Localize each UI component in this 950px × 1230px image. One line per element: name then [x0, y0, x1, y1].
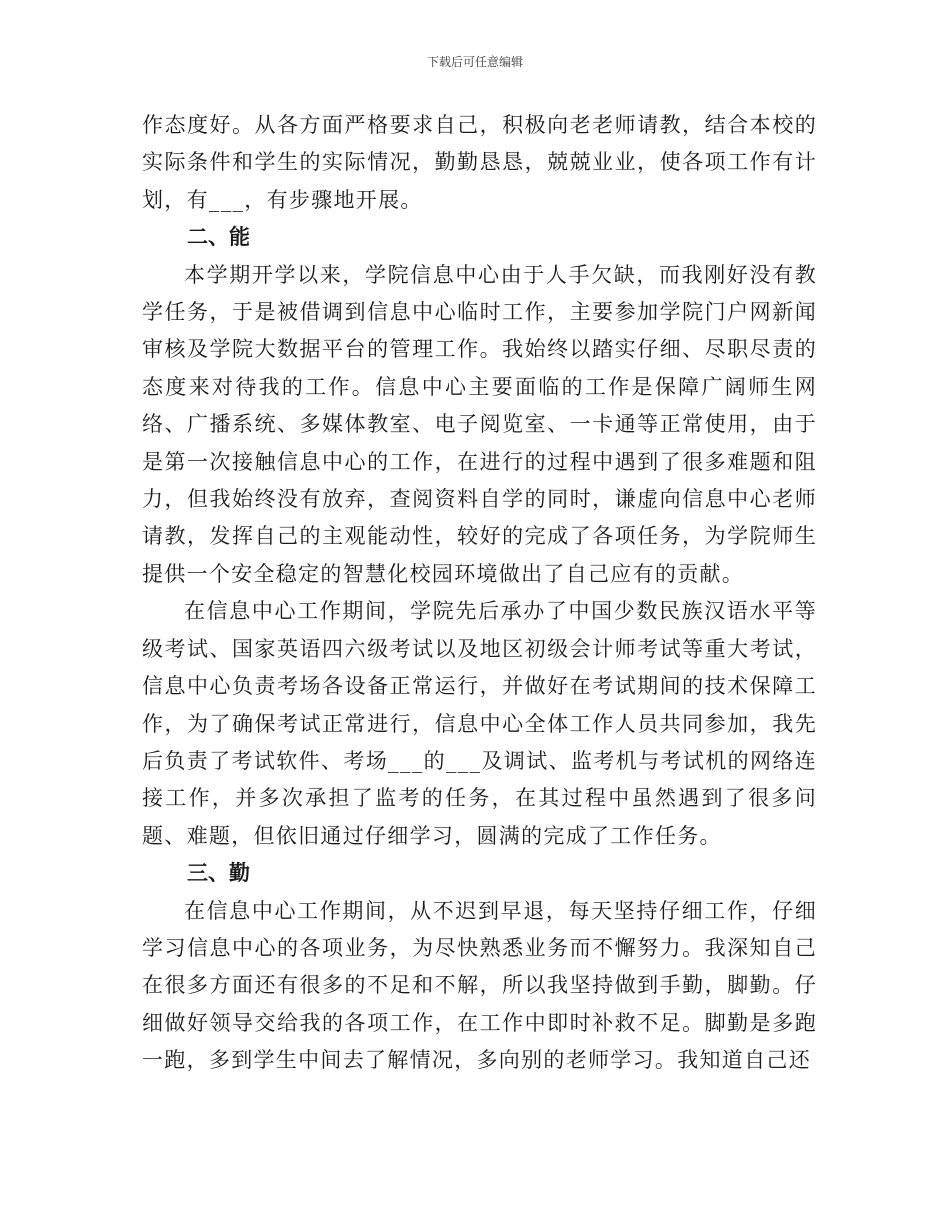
section-heading-2: 二、能 — [187, 225, 250, 250]
paragraph-1: 作态度好。从各方面严格要求自己，积极向老老师请教，结合本校的实际条件和学生的实际情况，勤勤恳恳，兢兢业业，使各项工作有计划，有___，有步骤地开展。 — [142, 113, 817, 212]
paragraph-4: 在信息中心工作期间，从不迟到早退，每天坚持仔细工作，仔细学习信息中心的各项业务，为尽快熟悉业务而不懈努力。我深知自己在很多方面还有很多的不足和不解，所以我坚持做到手勤，脚勤。仔细做好领导交给我的各项工作，在工作中即时补救不足。脚勤是多跑一跑，多到学生中间去了解情况，多向别的老师学习。我知道自己还 — [142, 898, 817, 1073]
section-heading-3: 三、勤 — [187, 861, 250, 886]
page-header: 下载后可任意编辑 — [426, 55, 523, 69]
paragraph-2: 本学期开学以来，学院信息中心由于人手欠缺，而我刚好没有教学任务，于是被借调到信息中心临时工作，主要参加学院门户网新闻审核及学院大数据平台的管理工作。我始终以踏实仔细、尽职尽责的态度来对待我的工作。信息中心主要面临的工作是保障广阔师生网络、广播系统、多媒体教室、电子阅览室、一卡通等正常使用，由于是第一次接触信息中心的工作，在进行的过程中遇到了很多难题和阻力，但我始终没有放弃，查阅资料自学的同时，谦虚向信息中心老师请教，发挥自己的主观能动性，较好的完成了各项任务，为学院师生提供一个安全稳定的智慧化校园环境做出了自己应有的贡献。 — [142, 262, 817, 586]
paragraph-3: 在信息中心工作期间，学院先后承办了中国少数民族汉语水平等级考试、国家英语四六级考试以及地区初级会计师考试等重大考试，信息中心负责考场各设备正常运行，并做好在考试期间的技术保障工作，为了确保考试正常进行，信息中心全体工作人员共同参加，我先后负责了考试软件、考场___的___及调试、监考机与考试机的网络连接工作，并多次承担了监考的任务，在其过程中虽然遇到了很多问题、难题，但依旧通过仔细学习，圆满的完成了工作任务。 — [142, 599, 817, 848]
document-body — [142, 107, 817, 1080]
